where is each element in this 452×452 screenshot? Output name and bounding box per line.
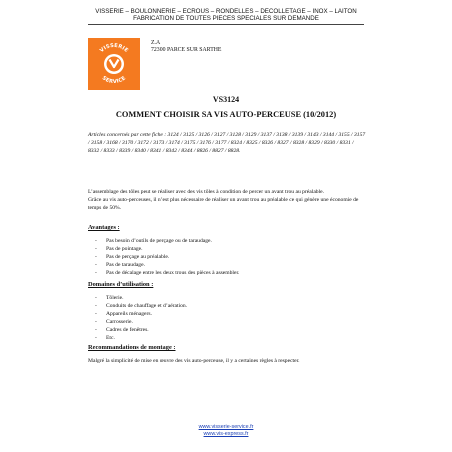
domains-heading: Domaines d’utilisation :: [88, 281, 154, 288]
list-item: - Conduits de chauffage et d’aération.: [88, 303, 187, 311]
list-item: - Cadres de fenêtres.: [88, 327, 187, 335]
address-line-1: Z.A: [151, 40, 161, 46]
list-item: - Etc.: [88, 335, 187, 343]
list-item: - Pas de pointage.: [88, 246, 239, 254]
website-link-visserie-service[interactable]: www.visserie-service.fr: [198, 424, 254, 430]
list-item: - Pas de perçage au préalable.: [88, 254, 239, 262]
intro-line: Grâce au vis auto-perceuses, il n’est plus nécessaire de réaliser un avant trou au préalable ce qui génère une économie de temps de 50%.: [88, 197, 359, 212]
document-reference: VS3124: [212, 95, 240, 104]
header-line-1: VISSERIE – BOULONNERIE – ECROUS – RONDELLES – DECOLLETAGE – INOX – LAITON: [95, 8, 357, 15]
list-item: - Pas de taraudage.: [88, 262, 239, 270]
list-item: - Tôlerie.: [88, 295, 187, 303]
recommendations-text: Malgré la simplicité de mise en œuvre des vis auto-perceuse, il y a certaines règles à respecter.: [88, 358, 300, 364]
list-item: - Pas besoin d’outils de perçage ou de taraudage.: [88, 238, 239, 246]
header-divider: [88, 24, 364, 25]
screw-head-icon: [104, 54, 124, 74]
list-item: - Pas de décalage entre les deux trous des pièces à assembler.: [88, 270, 239, 278]
logo-text-bottom: SERVICE: [100, 75, 128, 86]
advantages-heading: Avantages :: [88, 224, 120, 231]
visserie-service-logo: [88, 38, 140, 90]
intro-paragraph: [88, 188, 364, 213]
website-link-vis-express[interactable]: www.vis-express.fr: [203, 431, 249, 437]
domains-list: [88, 295, 187, 342]
address-line-2: 72300 PARCE SUR SARTHE: [151, 47, 222, 53]
logo-text-top: VISSERIE: [98, 42, 130, 54]
list-item: - Carrosserie.: [88, 319, 187, 327]
advantages-list: [88, 238, 239, 278]
list-item: - Appareils ménagers.: [88, 311, 187, 319]
header-line-2: FABRICATION DE TOUTES PIECES SPECIALES SUR DEMANDE: [133, 15, 319, 22]
recommendations-heading: Recommandations de montage :: [88, 344, 176, 351]
document-title: COMMENT CHOISIR SA VIS AUTO-PERCEUSE (10/2012): [115, 110, 337, 119]
intro-line: L’assemblage des tôles peut se réaliser avec des vis tôles à condition de percer un avant trou au préalable.: [88, 189, 325, 195]
articles-list: Articles concernés par cette fiche : 3124 / 3125 / 3126 / 3127 / 3128 / 3129 / 3137 / 3138 / 3139 / 3143 / 3144 / 3155 / 3157 / 3158 / 3168 / 3170 / 3172 / 3173 / 3174 / 3175 / 3176 / 3177 / 8324 / 8325 / 8326 / 8327 / 8328 / 8329 / 8330 / 8331 / 8332 / 8333 / 8339 / 8340 / 8341 / 8342 / 8344 / 8826 / 8827 / 8828.: [88, 132, 366, 155]
